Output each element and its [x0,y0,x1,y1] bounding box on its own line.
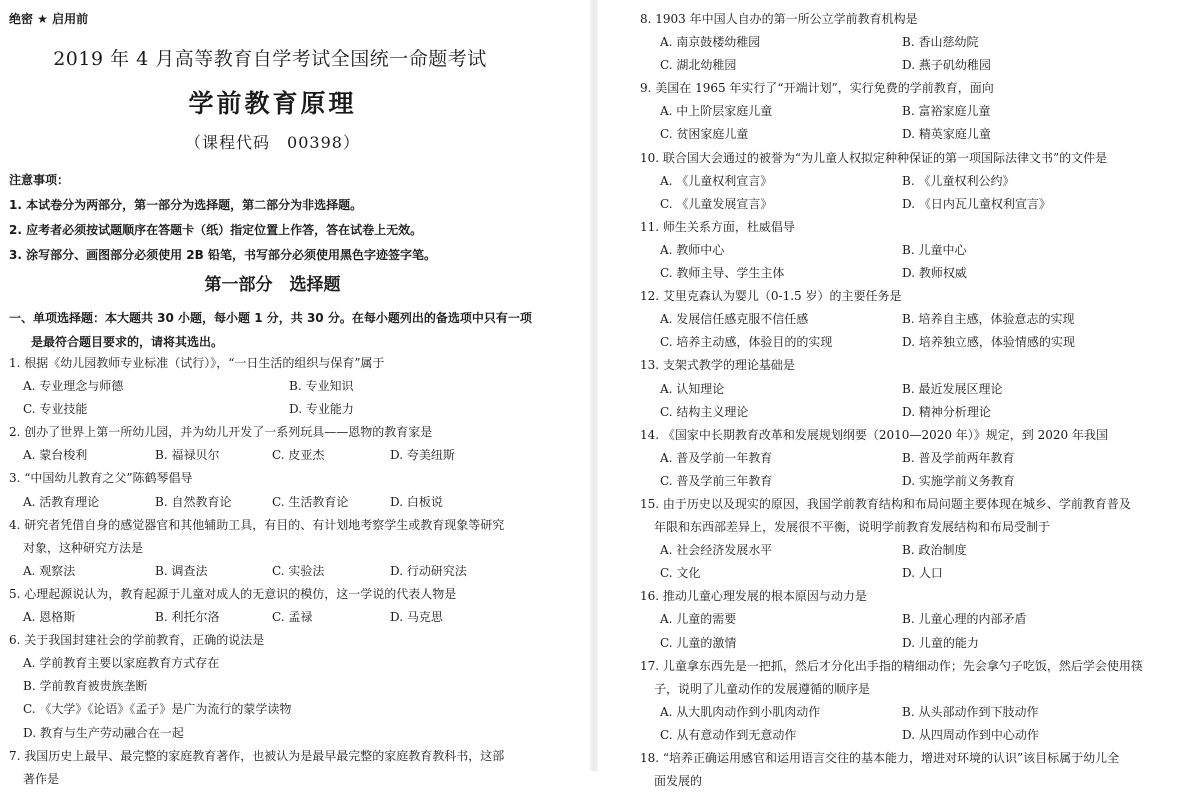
answer-option: D. 实施学前义务教育 [902,473,1015,488]
answer-option: D. 《日内瓦儿童权利宣言》 [902,196,1051,211]
answer-option: C. 《大学》《论语》《孟子》是广为流行的蒙学读物 [23,702,292,717]
question-item [640,585,1180,654]
question-item [640,493,1180,585]
answer-option: C. 生活教育论 [272,494,349,509]
option-row [9,375,579,398]
option-row [9,675,579,698]
answer-option: A. 从大肌肉动作到小肌肉动作 [660,704,821,719]
option-row [9,722,579,745]
answer-option: C. 实验法 [272,563,325,578]
notice-title: 注意事项： [9,173,70,187]
answer-option: C. 文化 [660,566,701,581]
answer-option: B. 福禄贝尔 [155,448,220,463]
section-line: 一、单项选择题：本大题共 30 小题，每小题 1 分，共 30 分。在每小题列出的备选项中只有一项 [9,311,532,325]
answer-option: B. 富裕家庭儿童 [902,104,991,119]
answer-option: A. 认知理论 [660,381,725,396]
question-item [9,467,579,513]
answer-option: B. 学前教育被贵族垄断 [23,679,148,694]
exam-page-left [0,0,590,786]
question-item [9,745,579,791]
answer-option: C. 教师主导、学生主体 [660,266,785,281]
answer-option: B. 政治制度 [902,543,967,558]
answer-option: A. 社会经济发展水平 [660,543,773,558]
answer-option: C. 普及学前三年教育 [660,473,773,488]
option-row [9,652,579,675]
option-row [640,724,1180,747]
question-item [9,629,579,744]
answer-option: D. 燕子矶幼稚园 [902,58,991,73]
answer-option: D. 精神分析理论 [902,404,991,419]
option-row [9,698,579,721]
question-stem: 6. 关于我国封建社会的学前教育，正确的说法是 [9,633,265,648]
answer-option: A. 学前教育主要以家庭教育方式存在 [23,656,220,671]
question-stem: 3. “中国幼儿教育之父”陈鹤琴倡导 [9,471,193,486]
answer-option: A. 《儿童权利宣言》 [660,173,773,188]
question-list-right [640,8,1180,793]
section-line: 是最符合题目要求的，请将其选出。 [31,335,224,349]
option-row [640,123,1180,146]
question-list-left [9,352,579,791]
question-stem: 4. 研究者凭借自身的感觉器官和其他辅助工具，有目的、有计划地考察学生或教育现象等研究 [9,517,505,532]
answer-option: D. 精英家庭儿童 [902,127,991,142]
option-row [640,378,1180,401]
option-row [9,491,579,514]
answer-option: D. 专业能力 [289,402,354,417]
answer-option: D. 教师权威 [902,266,967,281]
option-row [640,331,1180,354]
answer-option: C. 结构主义理论 [660,404,749,419]
answer-option: C. 《儿童发展宣言》 [660,196,773,211]
exam-page-right [598,0,1188,789]
notice-block [9,168,569,268]
question-stem: 1. 根据《幼儿园教师专业标准（试行）》，“一日生活的组织与保育”属于 [9,356,385,370]
page-gutter [590,0,598,771]
answer-option: B. 《儿童权利公约》 [902,173,1015,188]
option-row [9,444,579,467]
answer-option: C. 贫困家庭儿童 [660,127,749,142]
notice-item: 1. 本试卷分为两部分，第一部分为选择题，第二部分为非选择题。 [9,198,363,212]
answer-option: B. 最近发展区理论 [902,381,1003,396]
answer-option: A. 蒙台梭利 [23,448,88,463]
question-stem: 子，说明了儿童动作的发展遵循的顺序是 [654,681,871,696]
answer-option: D. 马克思 [390,610,443,625]
question-stem: 著作是 [23,771,60,786]
option-row [640,31,1180,54]
answer-option: A. 中上阶层家庭儿童 [660,104,773,119]
answer-option: A. 恩格斯 [23,610,76,625]
answer-option: D. 教育与生产劳动融合在一起 [23,725,184,740]
answer-option: D. 白板说 [390,494,443,509]
answer-option: A. 教师中心 [660,242,725,257]
answer-option: D. 人口 [902,566,943,581]
question-stem: 14. 《国家中长期教育改革和发展规划纲要（2010—2020 年）》规定，到 2020 年我国 [640,427,1108,442]
answer-option: B. 专业知识 [289,379,354,394]
question-stem: 15. 由于历史以及现实的原因，我国学前教育结构和布局问题主要体现在城乡、学前教育普及 [640,496,1131,511]
option-row [640,632,1180,655]
question-stem: 8. 1903 年中国人自办的第一所公立学前教育机构是 [640,12,918,26]
answer-option: B. 儿童中心 [902,242,967,257]
question-stem: 16. 推动儿童心理发展的根本原因与动力是 [640,589,867,604]
answer-option: B. 从头部动作到下肢动作 [902,704,1039,719]
answer-option: B. 培养自主感，体验意志的实现 [902,312,1075,327]
answer-option: A. 活教育理论 [23,494,100,509]
answer-option: B. 自然教育论 [155,494,232,509]
option-row [640,100,1180,123]
subject-title: 学前教育原理 [188,89,357,118]
question-item [9,583,579,629]
option-row [640,193,1180,216]
option-row [9,606,579,629]
option-row [640,608,1180,631]
question-item [640,747,1180,793]
answer-option: D. 从四周动作到中心动作 [902,727,1039,742]
question-item [9,352,579,421]
notice-item: 2. 应考者必须按试题顺序在答题卡（纸）指定位置上作答，答在试卷上无效。 [9,223,423,237]
answer-option: C. 儿童的激情 [660,635,737,650]
answer-option: D. 儿童的能力 [902,635,979,650]
question-item [640,655,1180,747]
option-row [640,239,1180,262]
part-one-title: 第一部分 选择题 [204,275,341,295]
answer-option: A. 普及学前一年教育 [660,450,773,465]
answer-option: D. 培养独立感，体验情感的实现 [902,335,1075,350]
option-row [9,560,579,583]
option-row [640,401,1180,424]
question-item [9,514,579,583]
option-row [640,470,1180,493]
answer-option: B. 利托尔洛 [155,610,220,625]
question-stem: 12. 艾里克森认为婴儿（0-1.5 岁）的主要任务是 [640,289,902,304]
question-stem: 2. 创办了世界上第一所幼儿园，并为幼儿开发了一系列玩具——恩物的教育家是 [9,425,433,440]
answer-option: B. 香山慈幼院 [902,35,979,50]
answer-option: C. 孟禄 [272,610,313,625]
question-stem: 18. “培养正确运用感官和运用语言交往的基本能力，增进对环境的认识”该目标属于幼儿全 [640,751,1120,765]
question-stem: 17. 儿童拿东西先是一把抓，然后才分化出手指的精细动作；先会拿勺子吃饭，然后学会使用筷 [640,658,1143,673]
answer-option: B. 普及学前两年教育 [902,450,1015,465]
option-row [640,54,1180,77]
question-stem: 11. 师生关系方面，杜威倡导 [640,219,795,234]
question-item [640,424,1180,493]
confidential-label: 绝密 ★ 启用前 [9,12,89,26]
question-stem: 10. 联合国大会通过的被誉为“为儿童人权拟定种种保证的第一项国际法律文书”的文件是 [640,150,1108,165]
answer-option: C. 湖北幼稚园 [660,58,737,73]
exam-title: 2019 年 4 月高等教育自学考试全国统一命题考试 [53,48,487,70]
option-row [640,308,1180,331]
answer-option: A. 儿童的需要 [660,612,737,627]
answer-option: A. 专业理念与师德 [23,379,124,394]
question-stem: 对象，这种研究方法是 [23,540,144,555]
question-stem: 年限和东西部差异上，发展很不平衡，说明学前教育发展结构和布局受制于 [654,520,1051,535]
question-stem: 7. 我国历史上最早、最完整的家庭教育著作，也被认为是最早最完整的家庭教育教科书，这部 [9,748,505,763]
answer-option: B. 调查法 [155,563,208,578]
answer-option: D. 夸美纽斯 [390,448,455,463]
answer-option: D. 行动研究法 [390,563,467,578]
notice-item: 3. 涂写部分、画图部分必须使用 2B 铅笔，书写部分必须使用黑色字迹签字笔。 [9,248,436,262]
answer-option: C. 培养主动感，体验目的的实现 [660,335,833,350]
answer-option: A. 南京鼓楼幼稚园 [660,35,761,50]
answer-option: A. 发展信任感克服不信任感 [660,312,809,327]
answer-option: A. 观察法 [23,563,76,578]
option-row [640,562,1180,585]
answer-option: C. 从有意动作到无意动作 [660,727,797,742]
option-row [640,262,1180,285]
question-item [640,77,1180,146]
option-row [640,701,1180,724]
answer-option: B. 儿童心理的内部矛盾 [902,612,1027,627]
option-row [640,447,1180,470]
course-code: （课程代码 00398） [185,133,360,152]
question-stem: 5. 心理起源说认为，教育起源于儿童对成人的无意识的模仿，这一学说的代表人物是 [9,586,457,601]
question-item [640,8,1180,77]
question-stem: 13. 支架式教学的理论基础是 [640,358,795,373]
question-stem: 9. 美国在 1965 年实行了“开端计划”，实行免费的学前教育，面向 [640,81,994,96]
answer-option: C. 皮亚杰 [272,448,325,463]
section-instructions [9,306,569,354]
option-row [9,398,579,421]
question-item [9,421,579,467]
option-row [640,539,1180,562]
question-item [640,354,1180,423]
option-row [640,170,1180,193]
question-item [640,285,1180,354]
question-item [640,147,1180,216]
question-stem: 面发展的 [654,774,703,789]
question-item [640,216,1180,285]
answer-option: C. 专业技能 [23,402,88,417]
